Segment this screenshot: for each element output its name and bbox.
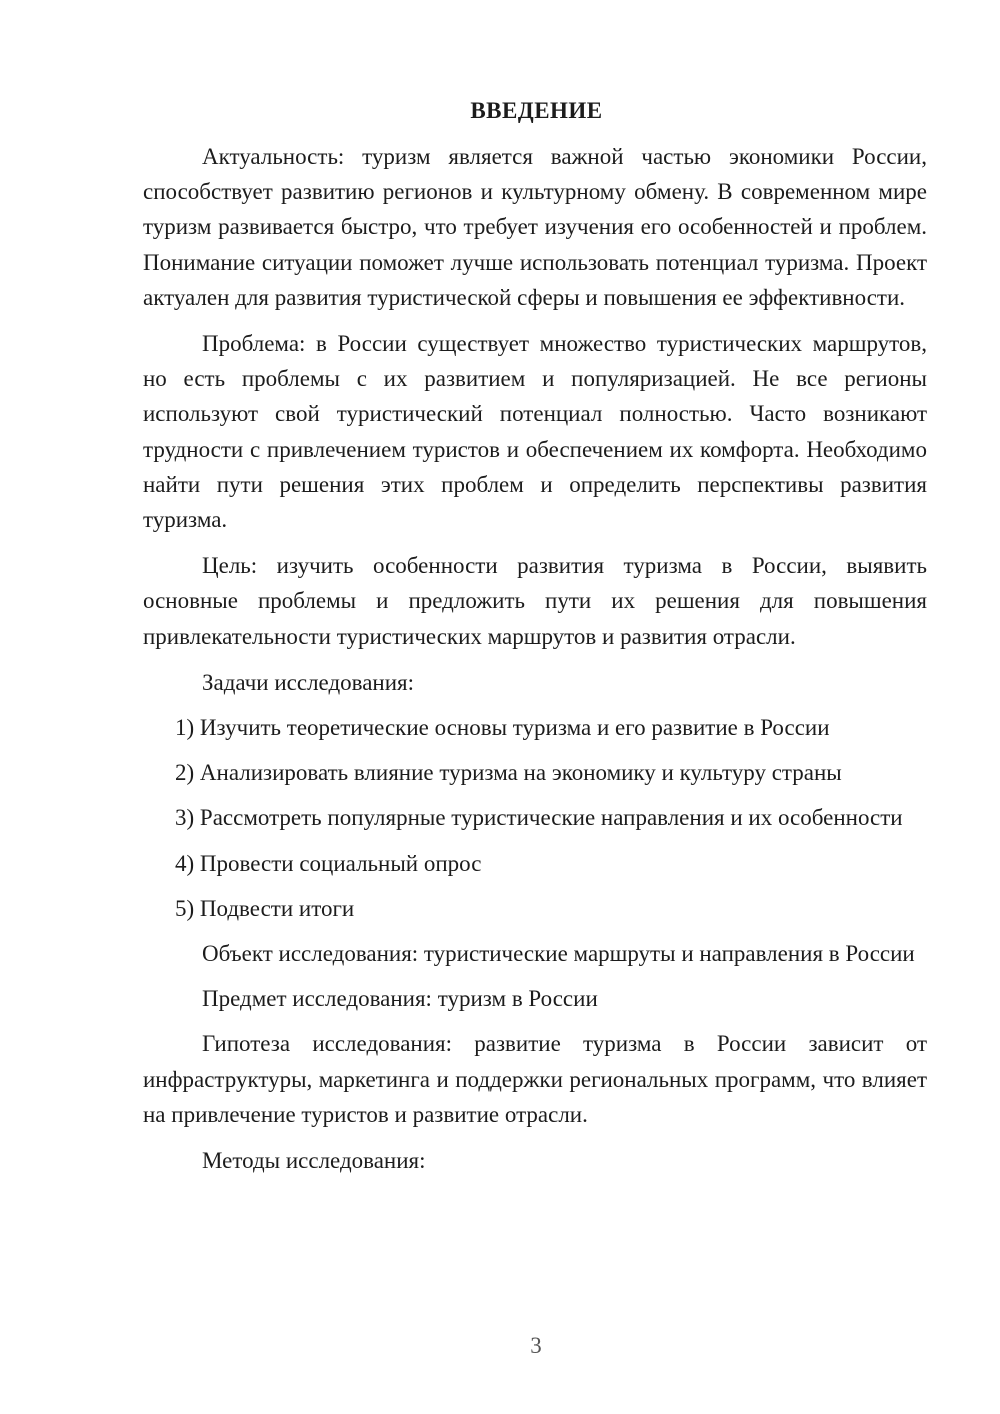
paragraph-tasks-heading: Задачи исследования: bbox=[202, 669, 415, 695]
paragraph-methods: Методы исследования: bbox=[202, 1148, 426, 1174]
task-item-4: 4) Провести социальный опрос bbox=[175, 850, 482, 876]
task-item-1: 1) Изучить теоретические основы туризма и его развитие в России bbox=[175, 715, 830, 741]
text-column bbox=[143, 95, 927, 1178]
paragraph-problem: Проблема: в России существует множество туристических маршрутов, но есть проблемы с их развитием и популяризацией. Не все регионы используют свой туристический потенциал полностью. Часто возникают трудности с привлечением туристов и обеспечением их комфорта. Необходимо найти пути решения этих проблем и определить перспективы развития туризма. bbox=[143, 331, 927, 533]
paragraph-goal: Цель: изучить особенности развития туризма в России, выявить основные проблемы и предложить пути их решения для повышения привлекательности туристических маршрутов и развития отрасли. bbox=[143, 553, 927, 649]
page-title: ВВЕДЕНИЕ bbox=[470, 98, 603, 123]
page-number: 3 bbox=[530, 1333, 542, 1358]
task-item-2: 2) Анализировать влияние туризма на экономику и культуру страны bbox=[175, 760, 842, 786]
paragraph-hypothesis: Гипотеза исследования: развитие туризма в России зависит от инфраструктуры, маркетинга и поддержки региональных программ, что влияет на привлечение туристов и развитие отрасли. bbox=[143, 1031, 927, 1127]
paragraph-subject: Предмет исследования: туризм в России bbox=[202, 986, 598, 1012]
task-item-5: 5) Подвести итоги bbox=[175, 895, 355, 921]
task-item-3: 3) Рассмотреть популярные туристические направления и их особенности bbox=[175, 805, 903, 831]
paragraph-relevance: Актуальность: туризм является важной частью экономики России, способствует развитию регионов и культурному обмену. В современном мире туризм развивается быстро, что требует изучения его особенностей и проблем. Понимание ситуации поможет лучше использовать потенциал туризма. Проект актуален для развития туристической сферы и повышения ее эффективности. bbox=[143, 144, 927, 310]
paragraph-object: Объект исследования: туристические маршруты и направления в России bbox=[202, 941, 915, 967]
